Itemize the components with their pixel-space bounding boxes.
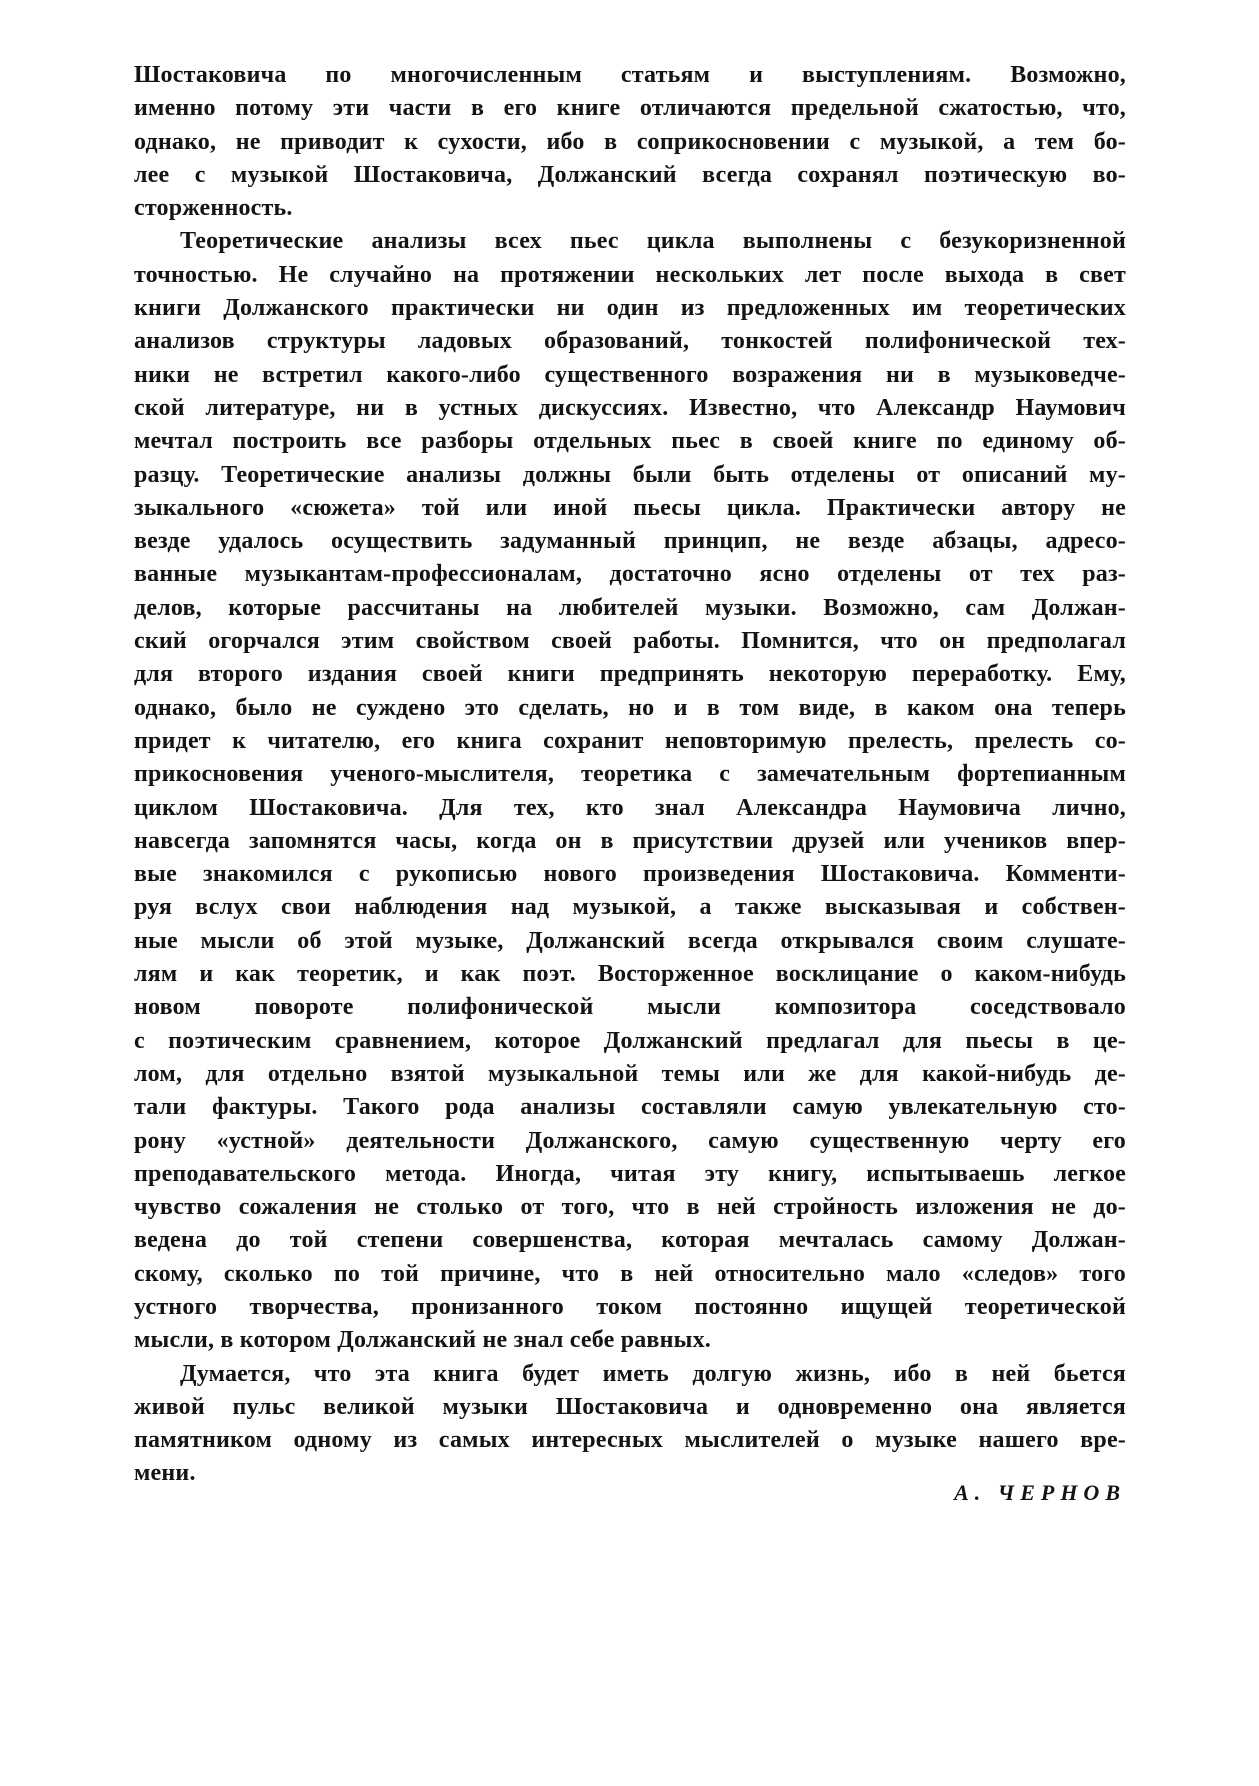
text-line: навсегда запомнятся часы, когда он в присутствии друзей или учеников впер- — [134, 827, 1126, 854]
text-line: Теоретические анализы всех пьес цикла выполнены с безукоризненной — [180, 228, 1126, 255]
text-line: лям и как теоретик, и как поэт. Восторженное восклицание о каком-нибудь — [134, 961, 1126, 988]
text-line: книги Должанского практически ни один из предложенных им теоретических — [134, 295, 1126, 322]
text-line: скому, сколько по той причине, что в ней относительно мало «следов» того — [134, 1260, 1126, 1287]
text-line: памятником одному из самых интересных мыслителей о музыке нашего вре- — [134, 1427, 1126, 1454]
text-line: анализов структуры ладовых образований, тонкостей полифонической тех- — [134, 328, 1126, 355]
text-line: вые знакомился с рукописью нового произведения Шостаковича. Комменти- — [134, 861, 1126, 888]
text-line: устного творчества, пронизанного током постоянно ищущей теоретической — [134, 1293, 1126, 1320]
text-line: живой пульс великой музыки Шостаковича и одновременно она является — [134, 1393, 1126, 1420]
text-line: зыкального «сюжета» той или иной пьесы цикла. Практически автору не — [134, 494, 1126, 521]
text-line: однако, не приводит к сухости, ибо в соприкосновении с музыкой, а тем бо- — [134, 128, 1126, 155]
text-line: Думается, что эта книга будет иметь долгую жизнь, ибо в ней бьется — [180, 1360, 1126, 1387]
text-line: мысли, в котором Должанский не знал себе равных. — [134, 1327, 711, 1354]
text-line: циклом Шостаковича. Для тех, кто знал Александра Наумовича лично, — [134, 794, 1126, 821]
text-line: придет к читателю, его книга сохранит неповторимую прелесть, прелесть со- — [134, 727, 1126, 754]
text-line: ской литературе, ни в устных дискуссиях. Известно, что Александр Наумович — [134, 394, 1126, 421]
text-line: ведена до той степени совершенства, которая мечталась самому Должан- — [134, 1227, 1126, 1254]
text-line: преподавательского метода. Иногда, читая эту книгу, испытываешь легкое — [134, 1160, 1126, 1187]
body-text — [134, 59, 1126, 1491]
text-line: точностью. Не случайно на протяжении нескольких лет после выхода в свет — [134, 261, 1126, 288]
text-line: мени. — [134, 1460, 196, 1487]
text-line: руя вслух свои наблюдения над музыкой, а также высказывая и собствен- — [134, 894, 1126, 921]
text-line: ники не встретил какого-либо существенного возражения ни в музыковедче- — [134, 361, 1126, 388]
text-line: для второго издания своей книги предпринять некоторую переработку. Ему, — [134, 661, 1126, 688]
paragraph — [134, 1358, 1126, 1491]
paragraph — [134, 59, 1126, 225]
paragraph — [134, 225, 1126, 1357]
text-line: чувство сожаления не столько от того, что в ней стройность изложения не до- — [134, 1194, 1126, 1221]
text-line: Шостаковича по многочисленным статьям и выступлениям. Возможно, — [134, 62, 1126, 88]
text-line: новом повороте полифонической мысли композитора соседствовало — [134, 994, 1126, 1021]
text-line: тали фактуры. Такого рода анализы составляли самую увлекательную сто- — [134, 1094, 1126, 1121]
text-line: ные мысли об этой музыке, Должанский всегда открывался своим слушате- — [134, 927, 1126, 954]
text-line: рону «устной» деятельности Должанского, самую существенную черту его — [134, 1127, 1126, 1154]
text-line: разцу. Теоретические анализы должны были быть отделены от описаний му- — [134, 461, 1126, 488]
text-line: делов, которые рассчитаны на любителей музыки. Возможно, сам Должан- — [134, 594, 1126, 621]
text-line: лее с музыкой Шостаковича, Должанский всегда сохранял поэтическую во- — [134, 161, 1126, 188]
text-line: лом, для отдельно взятой музыкальной темы или же для какой-нибудь де- — [134, 1060, 1126, 1087]
text-line: ванные музыкантам-профессионалам, достаточно ясно отделены от тех раз- — [134, 561, 1126, 588]
text-line: везде удалось осуществить задуманный принцип, не везде абзацы, адресо- — [134, 528, 1126, 555]
author-signature: А. ЧЕРНОВ — [954, 1480, 1126, 1505]
text-line: именно потому эти части в его книге отличаются предельной сжатостью, что, — [134, 95, 1126, 122]
text-line: мечтал построить все разборы отдельных пьес в своей книге по единому об- — [134, 428, 1126, 455]
text-line: с поэтическим сравнением, которое Должанский предлагал для пьесы в це- — [134, 1027, 1126, 1054]
text-line: ский огорчался этим свойством своей работы. Помнится, что он предполагал — [134, 628, 1126, 655]
text-line: однако, было не суждено это сделать, но и в том виде, в каком она теперь — [134, 694, 1126, 721]
text-line: прикосновения ученого-мыслителя, теоретика с замечательным фортепианным — [134, 761, 1126, 788]
text-line: сторженность. — [134, 195, 293, 222]
